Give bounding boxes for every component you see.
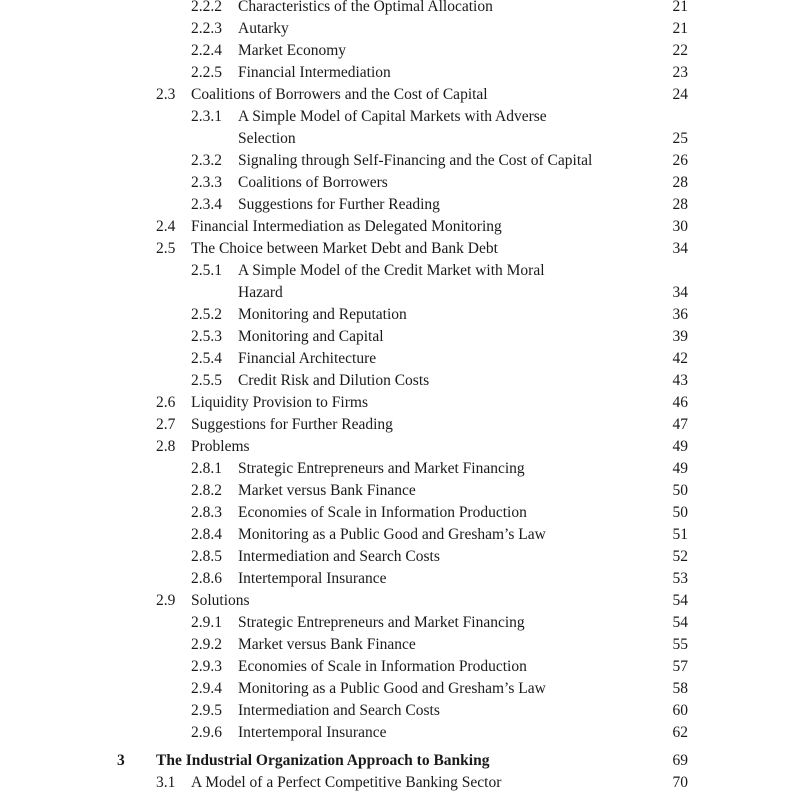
toc-entry-page: 54 <box>672 614 688 631</box>
toc-entry <box>0 62 800 84</box>
toc-entry <box>0 392 800 414</box>
toc-entry-title: A Model of a Perfect Competitive Banking Sector <box>191 774 502 791</box>
toc-entry-continuation <box>0 128 800 150</box>
toc-entry <box>0 590 800 612</box>
toc-entry-number: 2.3.1 <box>191 108 222 125</box>
toc-entry-page: 21 <box>672 0 688 15</box>
toc-entry-number: 2.5.4 <box>191 350 222 367</box>
toc-entry-page: 50 <box>672 504 688 521</box>
toc-entry-page: 49 <box>672 438 688 455</box>
toc-entry <box>0 0 800 18</box>
toc-entry-title: Strategic Entrepreneurs and Market Financing <box>238 614 525 631</box>
toc-entry-number: 2.6 <box>156 394 176 411</box>
toc-entry-number: 2.9.6 <box>191 724 222 741</box>
toc-entry-title: Autarky <box>238 20 289 37</box>
toc-entry-number: 2.8.5 <box>191 548 222 565</box>
toc-entry <box>0 524 800 546</box>
toc-entry-number: 2.9.5 <box>191 702 222 719</box>
toc-entry-page: 26 <box>672 152 688 169</box>
toc-entry <box>0 722 800 744</box>
toc-entry-page: 36 <box>672 306 688 323</box>
toc-entry <box>0 656 800 678</box>
toc-entry-title: Suggestions for Further Reading <box>191 416 393 433</box>
toc-entry-page: 24 <box>672 86 688 103</box>
toc-entry <box>0 502 800 524</box>
toc-entry <box>0 458 800 480</box>
toc-entry-title: The Choice between Market Debt and Bank Debt <box>191 240 498 257</box>
toc-entry <box>0 326 800 348</box>
toc-entry <box>0 480 800 502</box>
toc-entry-page: 46 <box>672 394 688 411</box>
toc-entry-page: 53 <box>672 570 688 587</box>
toc-entry <box>0 40 800 62</box>
toc-entry <box>0 772 800 794</box>
toc-entry-number: 3 <box>117 752 125 769</box>
toc-entry-title: Financial Architecture <box>238 350 377 367</box>
toc-entry-title: The Industrial Organization Approach to Banking <box>156 752 490 769</box>
toc-entry-title: Solutions <box>191 592 250 609</box>
toc-entry-page: 62 <box>672 724 688 741</box>
toc-entry-title: Market versus Bank Finance <box>238 482 416 499</box>
toc-entry-page: 50 <box>672 482 688 499</box>
toc-entry-page: 51 <box>672 526 688 543</box>
toc-entry-page: 34 <box>672 284 688 301</box>
toc-entry-number: 2.9.4 <box>191 680 222 697</box>
toc-entry <box>0 634 800 656</box>
toc-entry-page: 60 <box>672 702 688 719</box>
toc-entry <box>0 238 800 260</box>
toc-entry-page: 57 <box>672 658 688 675</box>
toc-entry-number: 2.5 <box>156 240 176 257</box>
toc-entry-continuation <box>0 282 800 304</box>
toc-entry-number: 2.8 <box>156 438 176 455</box>
toc-entry-page: 23 <box>672 64 688 81</box>
toc-entry-number: 2.8.3 <box>191 504 222 521</box>
toc-entry <box>0 216 800 238</box>
toc-entry-number: 3.1 <box>156 774 176 791</box>
toc-entry-number: 2.2.5 <box>191 64 222 81</box>
toc-entry-title: Intermediation and Search Costs <box>238 702 440 719</box>
toc-entry-title: A Simple Model of the Credit Market with Moral <box>238 262 545 279</box>
toc-entry <box>0 348 800 370</box>
toc-entry-number: 2.2.3 <box>191 20 222 37</box>
toc-entry-page: 58 <box>672 680 688 697</box>
toc-entry-number: 2.5.5 <box>191 372 222 389</box>
toc-entry <box>0 414 800 436</box>
toc-entry-title: Financial Intermediation as Delegated Monitoring <box>191 218 502 235</box>
toc-entry-number: 2.2.4 <box>191 42 222 59</box>
toc-entry-title: Strategic Entrepreneurs and Market Financing <box>238 460 525 477</box>
toc-entry-number: 2.9.3 <box>191 658 222 675</box>
toc-entry-number: 2.3.3 <box>191 174 222 191</box>
toc-entry-number: 2.2.2 <box>191 0 222 15</box>
toc-entry-number: 2.3.2 <box>191 152 222 169</box>
toc-entry-page: 69 <box>672 752 688 769</box>
toc-entry-title: Monitoring and Capital <box>238 328 384 345</box>
toc-entry-title-continued: Hazard <box>238 284 283 301</box>
toc-entry <box>0 546 800 568</box>
toc-entry <box>0 370 800 392</box>
toc-entry-page: 30 <box>672 218 688 235</box>
toc-entry-number: 2.4 <box>156 218 176 235</box>
toc-entry-number: 2.3 <box>156 86 176 103</box>
toc-entry-number: 2.8.4 <box>191 526 222 543</box>
toc-entry-number: 2.8.2 <box>191 482 222 499</box>
toc-entry <box>0 106 800 128</box>
toc-entry <box>0 436 800 458</box>
toc-entry-page: 21 <box>672 20 688 37</box>
toc-entry <box>0 150 800 172</box>
toc-entry-title: Economies of Scale in Information Production <box>238 504 527 521</box>
toc-entry-number: 2.8.6 <box>191 570 222 587</box>
toc-entry-number: 2.9.1 <box>191 614 222 631</box>
toc-entry-number: 2.9 <box>156 592 176 609</box>
toc-entry <box>0 612 800 634</box>
toc-entry-number: 2.9.2 <box>191 636 222 653</box>
toc-entry <box>0 260 800 282</box>
toc-entry-title: Intertemporal Insurance <box>238 570 387 587</box>
toc-entry-page: 52 <box>672 548 688 565</box>
toc-entry-title: Economies of Scale in Information Production <box>238 658 527 675</box>
toc-entry-title: Signaling through Self-Financing and the Cost of Capital <box>238 152 593 169</box>
toc-entry-title: Intertemporal Insurance <box>238 724 387 741</box>
toc-entry-page: 39 <box>672 328 688 345</box>
toc-entry-page: 54 <box>672 592 688 609</box>
toc-entry-title: Financial Intermediation <box>238 64 391 81</box>
toc-entry-title: Problems <box>191 438 250 455</box>
toc-entry-number: 2.3.4 <box>191 196 222 213</box>
toc-entry-page: 55 <box>672 636 688 653</box>
toc-entry-page: 43 <box>672 372 688 389</box>
toc-entry-title: Monitoring and Reputation <box>238 306 407 323</box>
toc-entry-number: 2.5.2 <box>191 306 222 323</box>
toc-entry <box>0 700 800 722</box>
toc-entry-title: Liquidity Provision to Firms <box>191 394 368 411</box>
toc-entry <box>0 304 800 326</box>
toc-entry-page: 42 <box>672 350 688 367</box>
toc-entry-title: Market versus Bank Finance <box>238 636 416 653</box>
toc-entry <box>0 568 800 590</box>
toc-entry-number: 2.5.3 <box>191 328 222 345</box>
toc-entry <box>0 18 800 40</box>
toc-entry-title: Coalitions of Borrowers <box>238 174 388 191</box>
toc-entry-page: 28 <box>672 174 688 191</box>
toc-entry-title: Monitoring as a Public Good and Gresham’s Law <box>238 526 546 543</box>
toc-entry-title: Market Economy <box>238 42 347 59</box>
toc-entry-title: Intermediation and Search Costs <box>238 548 440 565</box>
toc-entry-number: 2.5.1 <box>191 262 222 279</box>
toc-entry-title: A Simple Model of Capital Markets with Adverse <box>238 108 547 125</box>
toc-entry-page: 28 <box>672 196 688 213</box>
toc-entry <box>0 194 800 216</box>
toc-entry-title: Monitoring as a Public Good and Gresham’s Law <box>238 680 546 697</box>
toc-entry <box>0 172 800 194</box>
toc-entry <box>0 678 800 700</box>
toc-entry-number: 2.7 <box>156 416 176 433</box>
toc-entry-title: Credit Risk and Dilution Costs <box>238 372 430 389</box>
toc-entry-title: Suggestions for Further Reading <box>238 196 440 213</box>
toc-entry-title: Coalitions of Borrowers and the Cost of Capital <box>191 86 488 103</box>
toc-entry-title: Characteristics of the Optimal Allocation <box>238 0 493 15</box>
toc-entry <box>0 750 800 772</box>
toc-entry <box>0 84 800 106</box>
toc-entry-page: 22 <box>672 42 688 59</box>
toc-entry-number: 2.8.1 <box>191 460 222 477</box>
toc-entry-page: 47 <box>672 416 688 433</box>
toc-entry-page: 70 <box>672 774 688 791</box>
toc-entry-page: 49 <box>672 460 688 477</box>
toc-entry-page: 25 <box>672 130 688 147</box>
toc-entry-title-continued: Selection <box>238 130 296 147</box>
toc-entry-page: 34 <box>672 240 688 257</box>
